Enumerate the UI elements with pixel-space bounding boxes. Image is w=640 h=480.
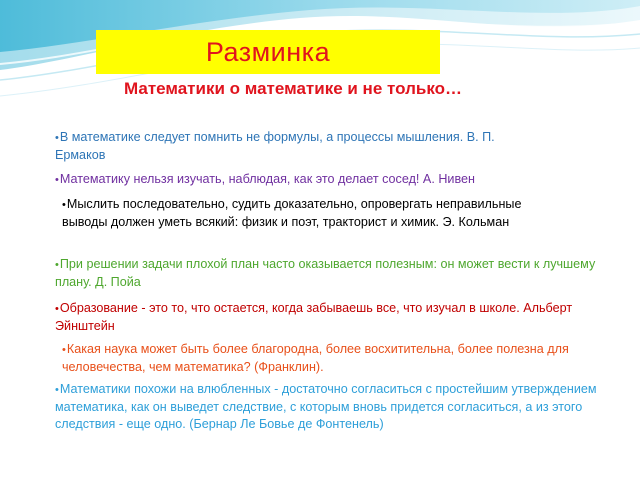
bullet: • [55, 384, 59, 396]
quote-einstein [55, 300, 615, 335]
title-banner [96, 30, 440, 74]
bullet: • [62, 344, 66, 356]
bullet: • [55, 132, 59, 144]
slide-subtitle: Математики о математике и не только… [124, 79, 462, 98]
quote-text: Математики похожи на влюбленных - достаточно согласиться с простейшим утверждением математика, как он выведет следствие, с которым вновь придется согласиться, а из этого следствия - еще одно. (Бернар Ле Бовье де Фонтенель) [55, 382, 597, 431]
quote-polya [55, 256, 615, 291]
bullet: • [55, 259, 59, 271]
quote-kolman [62, 196, 562, 231]
quote-text: При решении задачи плохой план часто оказывается полезным: он может вести к лучшему плану. Д. Пойа [55, 257, 596, 289]
bullet: • [62, 199, 66, 211]
bullet: • [55, 303, 59, 315]
quote-text: Образование - это то, что остается, когда забываешь все, что изучал в школе. Альберт Эйнштейн [55, 301, 573, 333]
quote-text: В математике следует помнить не формулы, а процессы мышления. В. П. Ермаков [55, 130, 495, 162]
quote-text: Математику нельзя изучать, наблюдая, как это делает сосед! А. Нивен [59, 172, 475, 186]
quote-ermakov [55, 129, 535, 164]
bullet: • [55, 174, 59, 186]
quote-niven [55, 171, 545, 189]
quote-franklin [62, 341, 617, 376]
quote-text: Какая наука может быть более благородна, более восхитительна, более полезна для человечества, чем математика? (Франклин). [62, 342, 569, 374]
quote-text: Мыслить последовательно, судить доказательно, опровергать неправильные выводы должен уметь всякий: физик и поэт, тракторист и химик. Э. Кольман [62, 197, 522, 229]
slide-title: Разминка [205, 36, 331, 67]
quote-fontenelle [55, 381, 615, 433]
